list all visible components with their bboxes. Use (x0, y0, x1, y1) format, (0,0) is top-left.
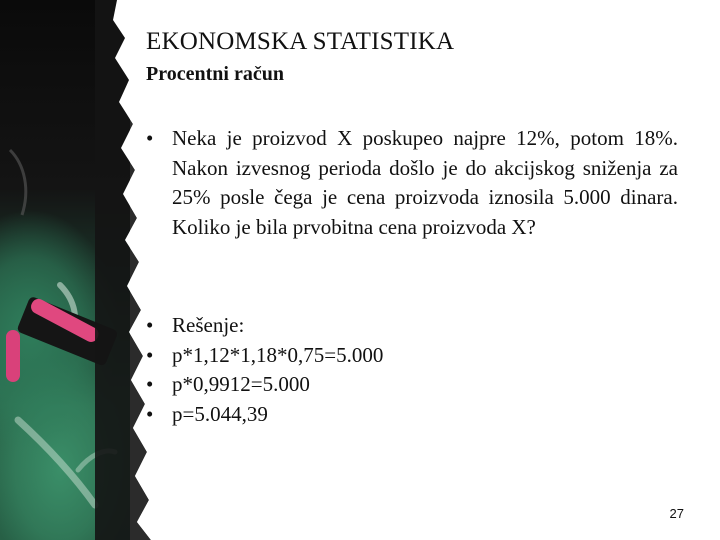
list-item (146, 311, 678, 341)
slide-subtitle: Procentni račun (146, 63, 284, 85)
bullet: • (146, 313, 154, 337)
slide-title: EKONOMSKA STATISTIKA (146, 28, 455, 55)
problem-list (146, 124, 678, 242)
solution-step: p*1,12*1,18*0,75=5.000 (172, 342, 384, 367)
bullet: • (146, 126, 154, 150)
solution-list (146, 311, 678, 429)
solution-step: p*0,9912=5.000 (172, 372, 310, 396)
list-item (146, 124, 678, 242)
list-item (146, 341, 678, 371)
solution-step: Rešenje: (172, 313, 245, 337)
bullet: • (146, 372, 154, 396)
problem-text: Neka je proizvod X poskupeo najpre 12%, potom 18%. Nakon izvesnog perioda došlo je do akcijskog sniženja za 25% posle čega je cena proizvoda iznosila 5.000 dinara. Koliko je bila prvobitna cena proizvoda X? (172, 126, 678, 239)
list-item (146, 370, 678, 400)
page-number: 27 (669, 506, 684, 521)
list-item (146, 400, 678, 430)
solution-step: p=5.044,39 (172, 401, 268, 426)
bullet: • (146, 401, 154, 426)
bullet: • (146, 342, 154, 367)
